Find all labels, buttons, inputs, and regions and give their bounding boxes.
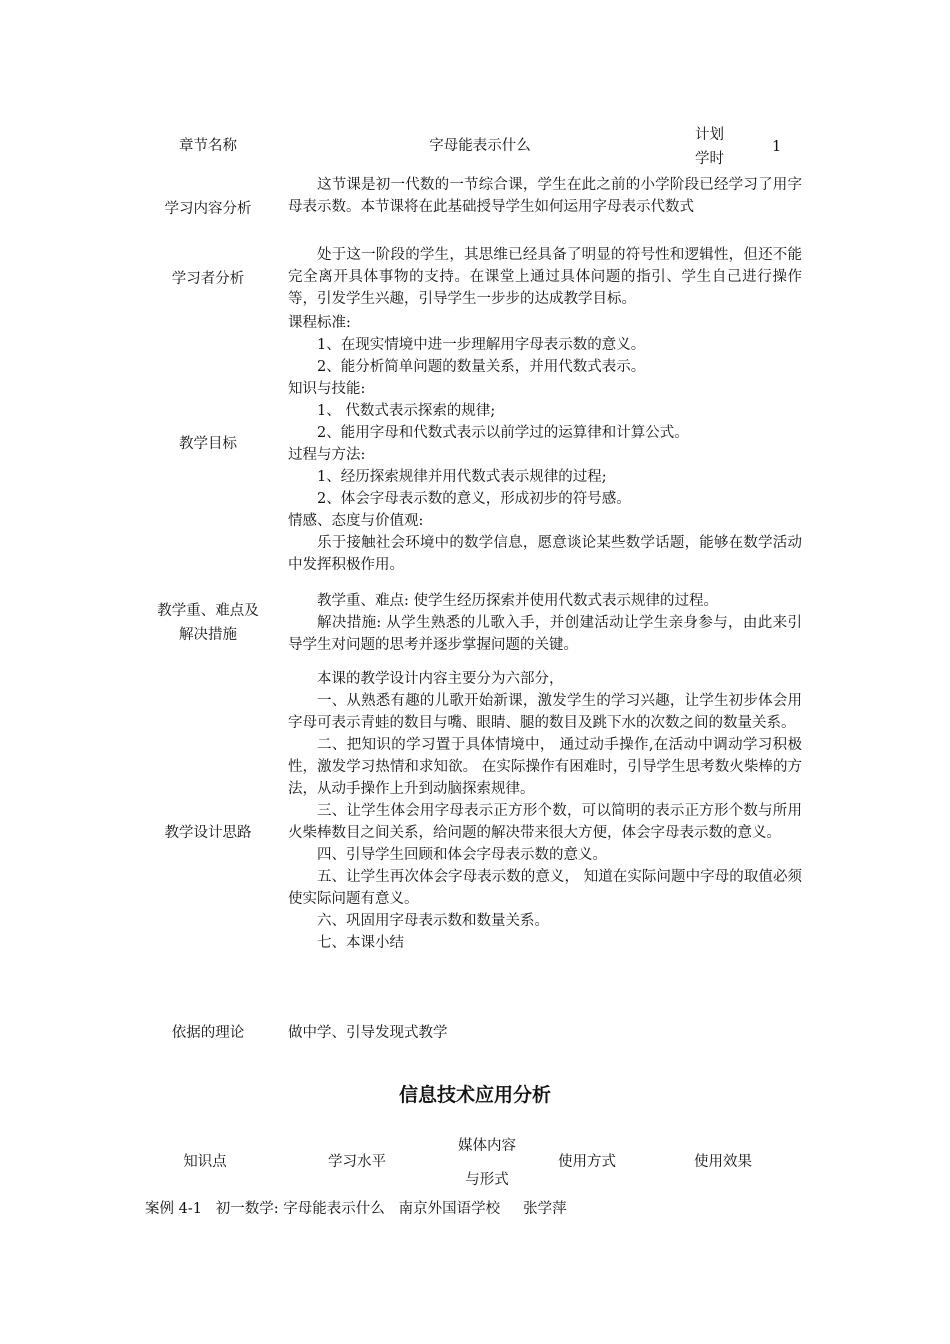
content-analysis-paragraph: 这节课是初一代数的一节综合课，学生在此之前的小学阶段已经学习了用字母表示数。本节课将在此基础授导学生如何运用字母表示代数式 — [288, 177, 802, 215]
header-usage-method: 使用方式 — [558, 1154, 616, 1170]
goals-standard-title: 课程标准: — [288, 315, 351, 331]
label-content-analysis: 学习内容分析 — [164, 201, 252, 217]
content-analysis-text — [288, 174, 802, 218]
label-teaching-goals: 教学目标 — [179, 436, 237, 452]
label-key-points-line1: 教学重、难点及 — [157, 603, 259, 619]
design-part-6: 六、巩固用字母表示数和数量关系。 — [317, 913, 549, 929]
goals-standard-item-1: 1、在现实情境中进一步理解用字母表示数的意义。 — [317, 337, 646, 353]
design-intro: 本课的教学设计内容主要分为六部分， — [317, 671, 564, 687]
label-learner-analysis: 学习者分析 — [171, 271, 245, 287]
design-part-4: 四、引导学生回顾和体会字母表示数的意义。 — [317, 847, 607, 863]
design-part-1: 一、从熟悉有趣的儿歌开始新课，激发学生的学习兴趣，让学生初步体会用字母可表示青蛙的数目与嘴、眼睛、腿的数目及跳下水的次数之间的数量关系。 — [288, 693, 802, 731]
planned-hours-label-line1: 计划 — [695, 127, 724, 143]
learner-analysis-text — [288, 244, 802, 310]
design-part-5: 五、让学生再次体会字母表示数的意义， 知道在实际问题中字母的取值必须使实际问题有意义。 — [288, 869, 802, 907]
goals-attitude-item-1: 乐于接触社会环境中的数学信息，愿意谈论某些数学话题，能够在数学活动中发挥积极作用。 — [288, 535, 802, 573]
label-theory: 依据的理论 — [171, 1025, 245, 1041]
planned-hours-label-line2: 学时 — [695, 151, 724, 167]
chapter-name-value: 字母能表示什么 — [429, 138, 531, 154]
goals-process-title: 过程与方法: — [288, 447, 366, 463]
goals-knowledge-title: 知识与技能: — [288, 381, 366, 397]
theory-text: 做中学、引导发现式教学 — [288, 1025, 448, 1041]
key-points-measures: 解决措施: 从学生熟悉的儿歌入手，并创建活动让学生亲身参与，由此来引导学生对问题的思考并逐步掌握问题的关键。 — [288, 615, 802, 653]
label-key-points-line2: 解决措施 — [179, 627, 237, 643]
label-chapter-name: 章节名称 — [179, 138, 237, 154]
section-title-it-analysis: 信息技术应用分析 — [398, 1084, 551, 1106]
goals-knowledge-item-2: 2、能用字母和代数式表示以前学过的运算律和计算公式。 — [317, 425, 689, 441]
header-media-line1: 媒体内容 — [458, 1138, 516, 1154]
goals-attitude-title: 情感、态度与价值观: — [288, 513, 424, 529]
goals-standard-item-2: 2、能分析简单问题的数量关系，并用代数式表示。 — [317, 359, 646, 375]
design-part-7: 七、本课小结 — [317, 935, 404, 951]
goals-knowledge-item-1: 1、 代数式表示探索的规律; — [317, 403, 496, 419]
header-knowledge-point: 知识点 — [183, 1154, 227, 1170]
design-ideas-text — [288, 668, 802, 954]
teaching-goals-text — [288, 312, 802, 576]
design-part-3: 三、让学生体会用字母表示正方形个数，可以简明的表示正方形个数与所用火柴棒数目之间关系，给问题的解决带来很大方便，体会字母表示数的意义。 — [288, 803, 802, 841]
learner-analysis-paragraph: 处于这一阶段的学生，其思维已经具备了明显的符号性和逻辑性，但还不能完全离开具体事物的支持。在课堂上通过具体问题的指引、学生自己进行操作等，引发学生兴趣，引导学生一步步的达成教学目标。 — [288, 247, 802, 307]
header-learning-level: 学习水平 — [328, 1154, 386, 1170]
label-design-ideas: 教学设计思路 — [164, 825, 252, 841]
design-part-2: 二、把知识的学习置于具体情境中， 通过动手操作,在活动中调动学习积极性，激发学习热情和求知欲。 在实际操作有困难时，引导学生思考数火柴棒的方法，从动手操作上升到动脑探索规律。 — [288, 737, 802, 797]
key-points-text — [288, 590, 802, 656]
header-usage-effect: 使用效果 — [694, 1154, 752, 1170]
goals-process-item-1: 1、经历探索规律并用代数式表示规律的过程; — [317, 469, 607, 485]
planned-hours-value: 1 — [772, 139, 782, 155]
key-points-difficulty: 教学重、难点: 使学生经历探索并使用代数式表示规律的过程。 — [317, 593, 718, 609]
goals-process-item-2: 2、体会字母表示数的意义，形成初步的符号感。 — [317, 491, 631, 507]
case-footer: 案例 4-1 初一数学: 字母能表示什么 南京外国语学校 张学萍 — [145, 1201, 567, 1217]
header-media-line2: 与形式 — [465, 1172, 509, 1188]
